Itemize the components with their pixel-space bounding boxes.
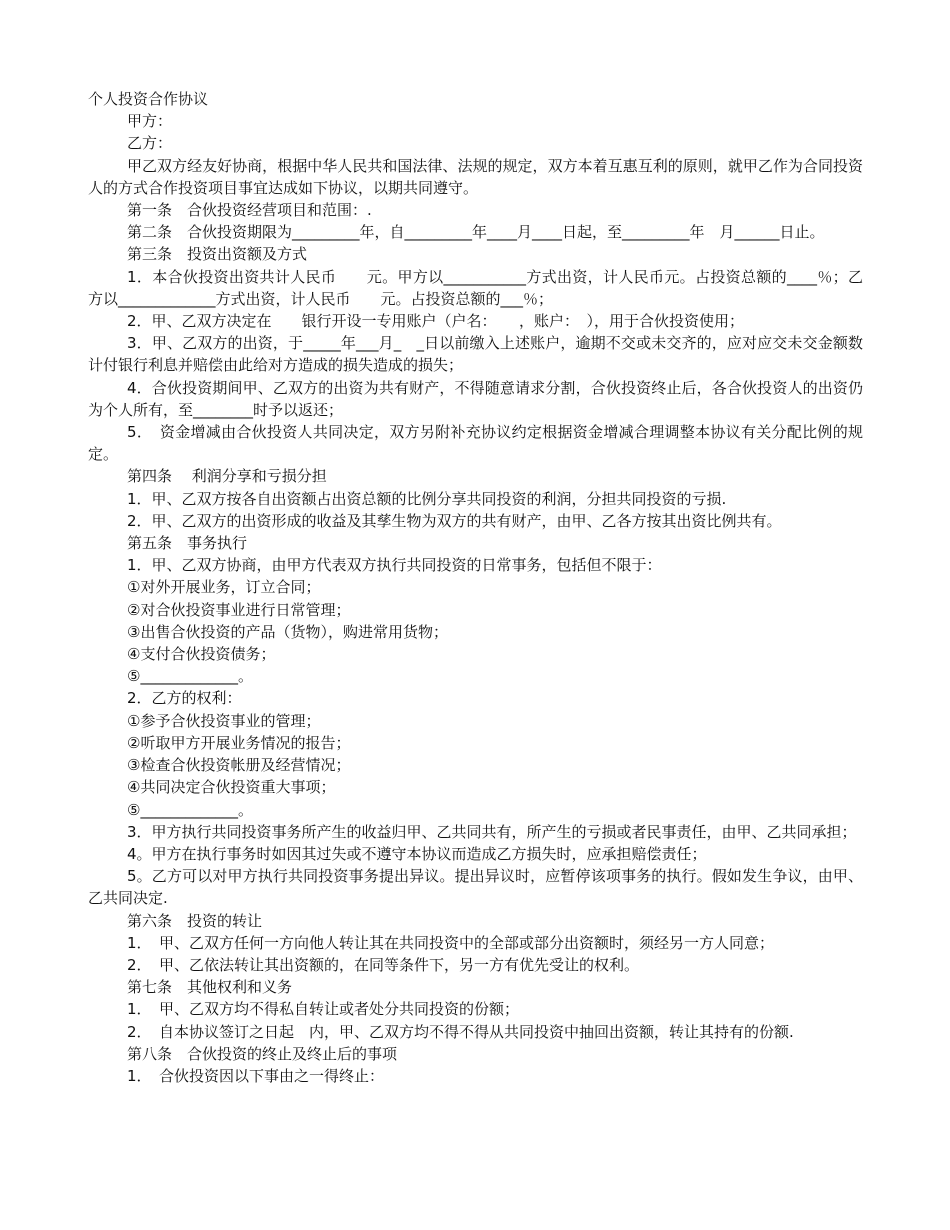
paragraph: 5。乙方可以对甲方执行共同投资事务提出异议。提出异议时，应暂停该项事务的执行。假如发生争议，由甲、乙共同决定. [88, 867, 863, 908]
document-body [88, 110, 863, 1087]
paragraph: 2． 甲、乙依法转让其出资额的，在同等条件下，另一方有优先受让的权利。 [127, 955, 640, 974]
paragraph: 4。甲方在执行事务时如因其过失或不遵守本协议而造成乙方损失时，应承担赔偿责任； [127, 844, 707, 863]
paragraph: 3．甲方执行共同投资事务所产生的收益归甲、乙共同共有，所产生的亏损或者民事责任，由甲、乙共同承担； [127, 822, 857, 841]
paragraph: 1． 合伙投资因以下事由之一得终止： [127, 1066, 385, 1085]
paragraph: ①参予合伙投资事业的管理； [127, 711, 321, 730]
paragraph: 1．甲、乙双方协商，由甲方代表双方执行共同投资的日常事务，包括但不限于： [127, 556, 662, 575]
document-title: 个人投资合作协议 [88, 90, 209, 108]
paragraph: 4．合伙投资期间甲、乙双方的出资为共有财产，不得随意请求分割，合伙投资终止后，各合伙投资人的出资仍为个人所有，至________时予以返还； [88, 378, 863, 419]
paragraph: 第六条 投资的转让 [127, 911, 263, 930]
paragraph: ⑤_____________。 [127, 800, 253, 819]
paragraph: ④共同决定合伙投资重大事项； [127, 778, 336, 797]
paragraph: ④支付合伙投资债务； [127, 645, 276, 664]
paragraph: ⑤_____________。 [127, 667, 253, 686]
paragraph: ③检查合伙投资帐册及经营情况； [127, 756, 351, 775]
paragraph: 1．甲、乙双方按各自出资额占出资总额的比例分享共同投资的利润，分担共同投资的亏损. [127, 489, 727, 508]
paragraph: 1． 甲、乙双方任何一方向他人转让其在共同投资中的全部或部分出资额时，须经另一方人同意； [127, 933, 775, 952]
paragraph: ②对合伙投资事业进行日常管理； [127, 600, 351, 619]
paragraph: 第七条 其他权利和义务 [127, 978, 293, 997]
paragraph: 第五条 事务执行 [127, 534, 248, 553]
paragraph: 5． 资金增减由合伙投资人共同决定，双方另附补充协议约定根据资金增减合理调整本协议有关分配比例的规定。 [88, 423, 863, 464]
paragraph: 甲乙双方经友好协商，根据中华人民共和国法律、法规的规定，双方本着互惠互利的原则，就甲乙作为合同投资人的方式合作投资项目事宜达成如下协议，以期共同遵守。 [88, 156, 863, 197]
paragraph: 乙方： [127, 134, 173, 153]
paragraph: 第一条 合伙投资经营项目和范围：. [127, 201, 372, 220]
paragraph: 第四条 利润分享和亏损分担 [127, 467, 327, 486]
paragraph: 第八条 合伙投资的终止及终止后的事项 [127, 1044, 398, 1063]
paragraph: 第二条 合伙投资期限为_________年，自_________年____月____日起，至_________年 月______日止。 [127, 223, 825, 242]
paragraph: 甲方： [127, 112, 173, 131]
paragraph: 1． 甲、乙双方均不得私自转让或者处分共同投资的份额； [127, 1000, 520, 1019]
paragraph: ②听取甲方开展业务情况的报告； [127, 733, 351, 752]
paragraph: ③出售合伙投资的产品（货物），购进常用货物； [127, 622, 448, 641]
paragraph: 2．乙方的权利： [127, 689, 242, 708]
paragraph: 第三条 投资出资额及方式 [127, 245, 308, 264]
paragraph: 2．甲、乙双方的出资形成的收益及其孳生物为双方的共有财产，由甲、乙各方按其出资比例共有。 [127, 511, 782, 530]
paragraph: 2．甲、乙双方决定在 银行开设一专用账户（户名： ，账户： ），用于合伙投资使用； [127, 312, 745, 331]
paragraph: 3．甲、乙双方的出资，于_____年___月_ _日以前缴入上述账户，逾期不交或未交齐的，应对应交未交金额数计付银行利息并赔偿由此给对方造成的损失造成的损失； [88, 334, 863, 375]
paragraph: 2． 自本协议签订之日起 内，甲、乙双方均不得不得从共同投资中抽回出资额，转让其持有的份额. [127, 1022, 794, 1041]
paragraph: ①对外开展业务，订立合同； [127, 578, 321, 597]
paragraph: 1．本合伙投资出资共计人民币 元。甲方以___________方式出资，计人民币元。占投资总额的____％；乙方以_____________方式出资，计人民币 元。占投资总额的___％； [88, 267, 863, 308]
document-page [88, 88, 863, 1087]
